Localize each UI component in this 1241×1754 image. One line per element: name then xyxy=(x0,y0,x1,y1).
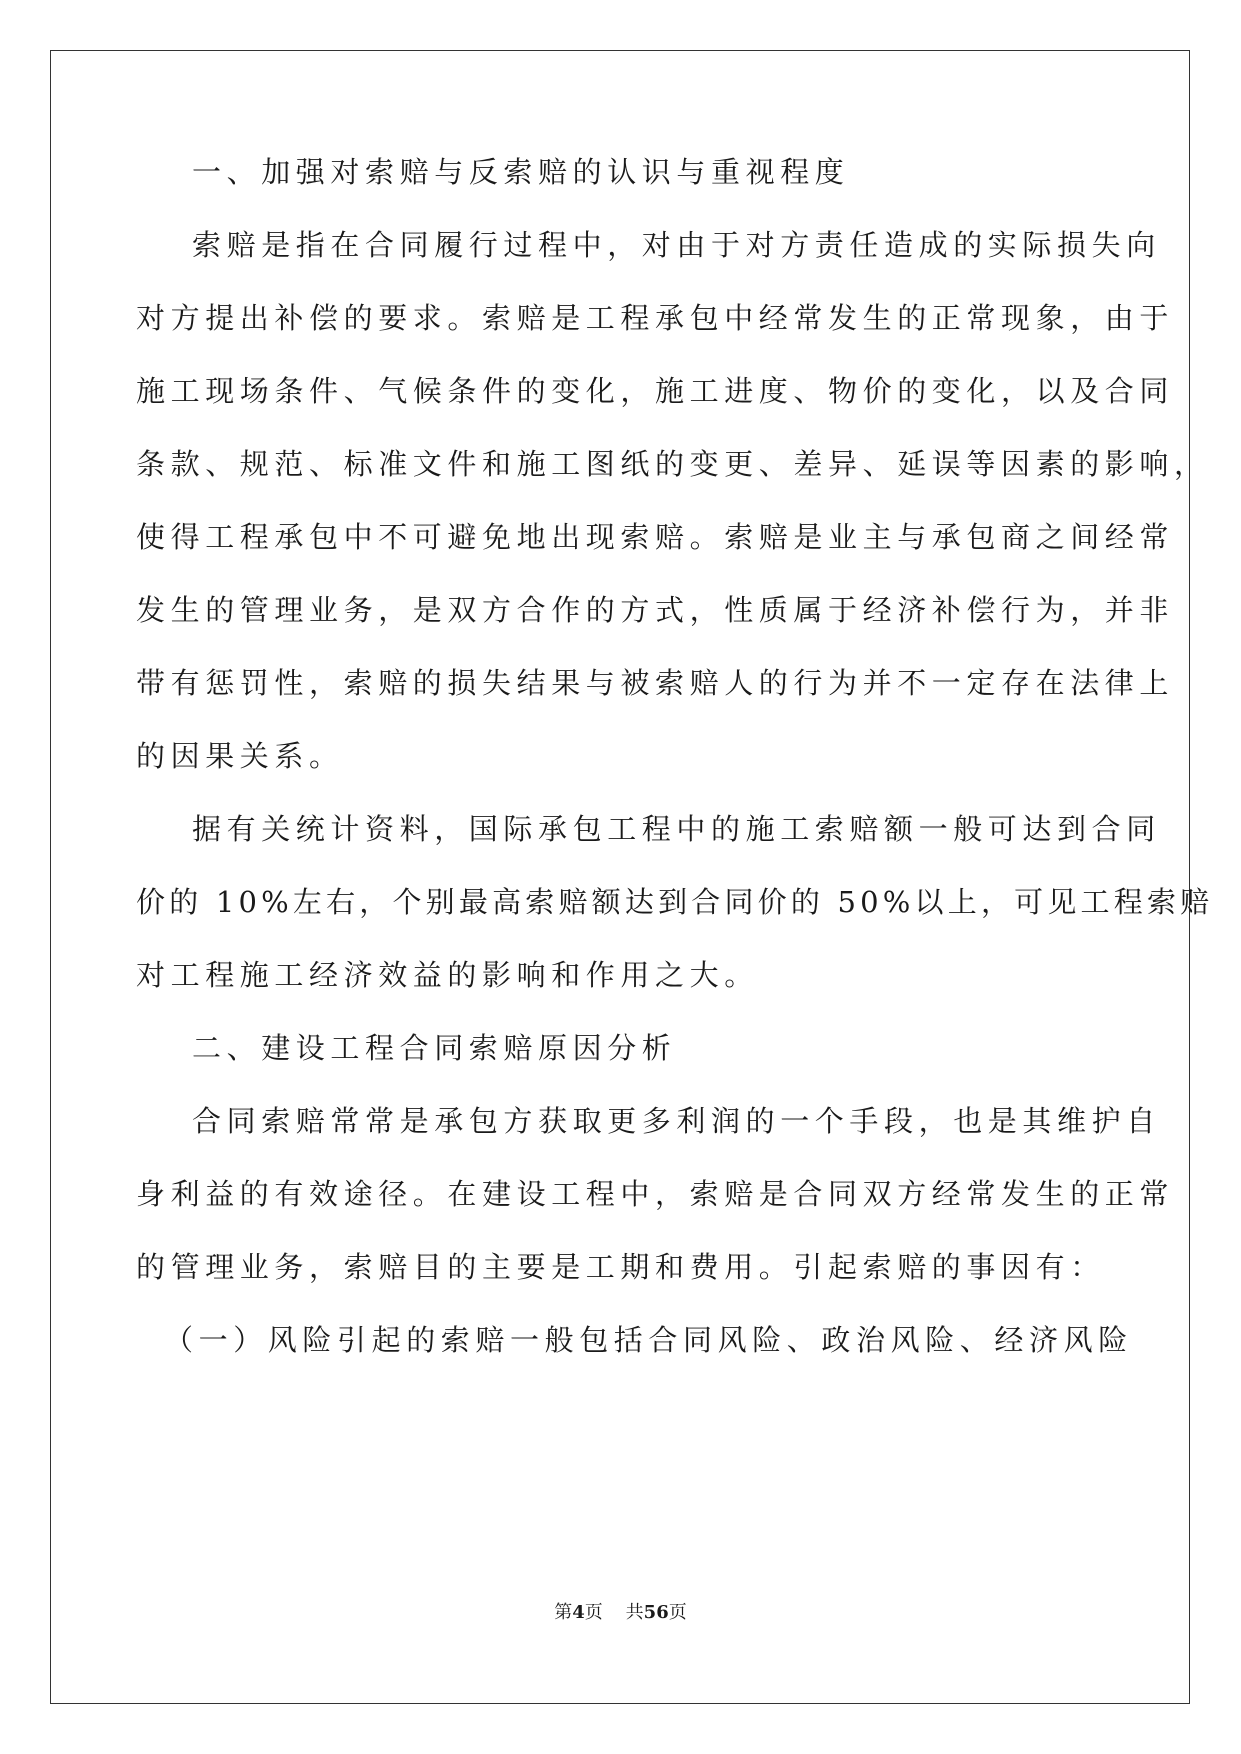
paragraph-2-line-2: 价的 10%左右，个别最高索赔额达到合同价的 50%以上，可见工程索赔 xyxy=(136,885,1214,919)
footer-mid: 页 共 xyxy=(584,1602,644,1623)
paragraph-3-line-3: 的管理业务，索赔目的主要是工期和费用。引起索赔的事因有： xyxy=(136,1250,1105,1284)
paragraph-1-line-1: 索赔是指在合同履行过程中，对由于对方责任造成的实际损失向 xyxy=(192,228,1161,262)
paragraph-1-line-7: 带有惩罚性，索赔的损失结果与被索赔人的行为并不一定存在法律上 xyxy=(136,666,1175,700)
paragraph-1-line-6: 发生的管理业务，是双方合作的方式，性质属于经济补偿行为，并非 xyxy=(136,593,1175,627)
heading-1: 一、加强对索赔与反索赔的认识与重视程度 xyxy=(192,155,850,189)
paragraph-1-line-8: 的因果关系。 xyxy=(136,739,344,773)
paragraph-1-line-2: 对方提出补偿的要求。索赔是工程承包中经常发生的正常现象，由于 xyxy=(136,301,1175,335)
paragraph-1-line-5: 使得工程承包中不可避免地出现索赔。索赔是业主与承包商之间经常 xyxy=(136,520,1175,554)
heading-2: 二、建设工程合同索赔原因分析 xyxy=(192,1031,677,1065)
paragraph-1-line-3: 施工现场条件、气候条件的变化，施工进度、物价的变化，以及合同 xyxy=(136,374,1175,408)
page-footer xyxy=(0,1598,1241,1624)
footer-suffix: 页 xyxy=(668,1602,687,1623)
current-page-number: 4 xyxy=(572,1602,585,1623)
paragraph-1-line-4: 条款、规范、标准文件和施工图纸的变更、差异、延误等因素的影响， xyxy=(136,447,1209,481)
paragraph-3-line-2: 身利益的有效途径。在建设工程中，索赔是合同双方经常发生的正常 xyxy=(136,1177,1175,1211)
total-pages-number: 56 xyxy=(643,1602,669,1623)
paragraph-4-line-1: （一）风险引起的索赔一般包括合同风险、政治风险、经济风险 xyxy=(164,1323,1133,1357)
paragraph-3-line-1: 合同索赔常常是承包方获取更多利润的一个手段，也是其维护自 xyxy=(192,1104,1161,1138)
footer-prefix: 第 xyxy=(554,1602,573,1623)
paragraph-2-line-3: 对工程施工经济效益的影响和作用之大。 xyxy=(136,958,759,992)
paragraph-2-line-1: 据有关统计资料，国际承包工程中的施工索赔额一般可达到合同 xyxy=(192,812,1161,846)
